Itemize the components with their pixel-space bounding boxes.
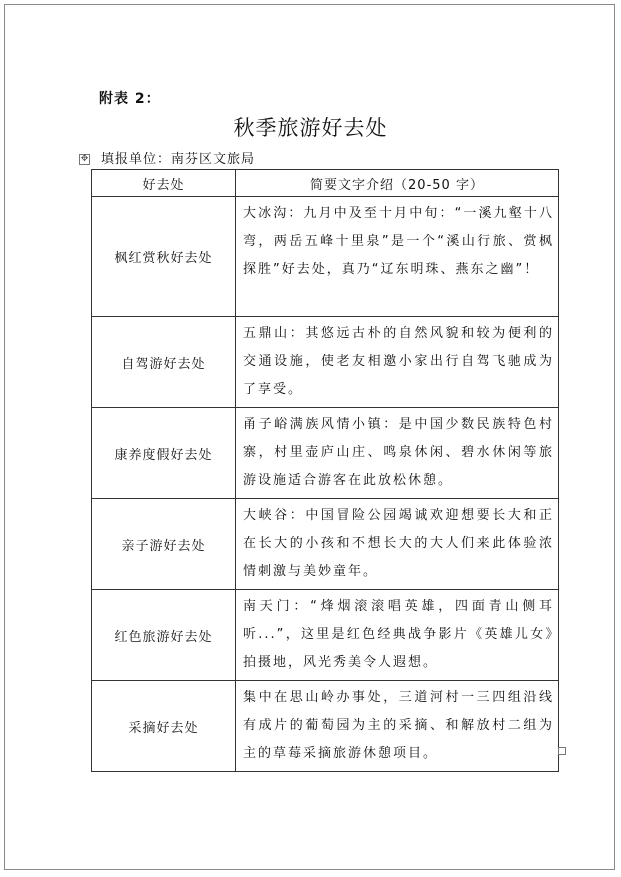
header-description: 简要文字介绍（20-50 字） [236,170,559,197]
description-cell: 南天门：“烽烟滚滚唱英雄，四面青山侧耳听...”，这里是红色经典战争影片《英雄儿女》拍摄地，风光秀美令人遐想。 [236,590,559,681]
table-row [92,408,559,499]
table-row [92,590,559,681]
category-cell: 康养度假好去处 [92,408,236,499]
move-handle-icon[interactable]: ✥ [80,154,89,164]
description-cell: 大冰沟：九月中及至十月中旬：“一溪九壑十八弯，两岳五峰十里泉”是一个“溪山行旅、赏枫探胜”好去处，真乃“辽东明珠、燕东之幽”！ [236,197,559,317]
category-cell: 亲子游好去处 [92,499,236,590]
table-row [92,317,559,408]
category-cell: 红色旅游好去处 [92,590,236,681]
description-cell: 五鼎山：其悠远古朴的自然风貌和较为便利的交通设施，使老友相邀小家出行自驾飞驰成为了享受。 [236,317,559,408]
header-destination: 好去处 [92,170,236,197]
resize-handle-icon[interactable] [558,747,566,755]
description-cell: 大峡谷：中国冒险公园竭诚欢迎想要长大和正在长大的小孩和不想长大的大人们来此体验浓情刺激与美妙童年。 [236,499,559,590]
table-row [92,197,559,317]
category-cell: 自驾游好去处 [92,317,236,408]
table-header-row [92,170,559,197]
table-row [92,681,559,772]
category-cell: 采摘好去处 [92,681,236,772]
description-cell: 集中在思山岭办事处，三道河村一三四组沿线有成片的葡萄园为主的采摘、和解放村二组为主的草莓采摘旅游休憩项目。 [236,681,559,772]
filler-unit: 填报单位：南芬区文旅局 [101,152,256,167]
category-cell: 枫红赏秋好去处 [92,197,236,317]
description-cell: 甬子峪满族风情小镇：是中国少数民族特色村寨，村里壶庐山庄、鸣泉休闲、碧水休闲等旅游设施适合游客在此放松休憩。 [236,408,559,499]
page-title: 秋季旅游好去处 [233,116,388,140]
attractions-table [91,169,559,772]
table-row [92,499,559,590]
annex-label: 附表 2： [99,91,161,107]
